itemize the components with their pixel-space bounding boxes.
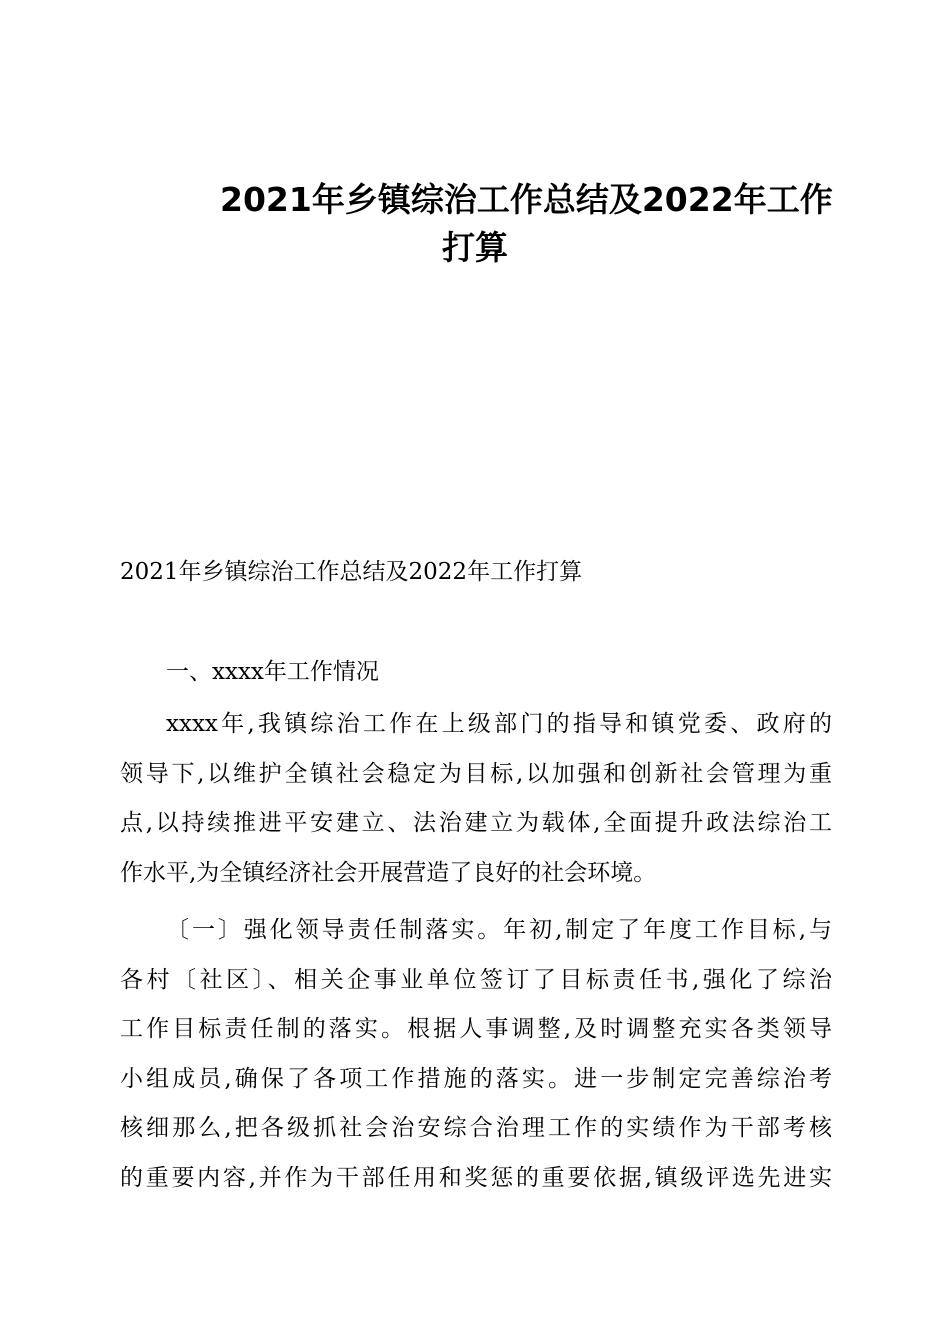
paragraph-line: 工作目标责任制的落实。根据人事调整,及时调整充实各类领导 [120, 1016, 832, 1042]
document-title-line-1: 2021年乡镇综治工作总结及2022年工作 [220, 180, 833, 219]
paragraph-line: 各村〔社区〕、相关企事业单位签订了目标责任书,强化了综治 [120, 966, 832, 993]
paragraph-line: 的重要内容,并作为干部任用和奖惩的重要依据,镇级评选先进实 [120, 1164, 832, 1191]
paragraph-line: 小组成员,确保了各项工作措施的落实。进一步制定完善综治考 [120, 1065, 832, 1092]
paragraph-line: 核细那么,把各级抓社会治安综合治理工作的实绩作为干部考核 [120, 1115, 832, 1141]
document-subtitle: 2021年乡镇综治工作总结及2022年工作打算 [120, 559, 583, 585]
paragraph-line: 〔一〕强化领导责任制落实。年初,制定了年度工作目标,与 [166, 917, 832, 943]
document-title-line-2: 打算 [442, 228, 508, 267]
paragraph-line: xxxx年,我镇综治工作在上级部门的指导和镇党委、政府的 [166, 711, 832, 737]
paragraph-2 [120, 906, 832, 1203]
paragraph-line: 作水平,为全镇经济社会开展营造了良好的社会环境。 [120, 859, 657, 886]
document-body [120, 552, 832, 1203]
section-heading: 一、xxxx年工作情况 [166, 659, 379, 685]
paragraph-line: 领导下,以维护全镇社会稳定为目标,以加强和创新社会管理为重 [120, 760, 832, 787]
paragraph-line: 点,以持续推进平安建立、法治建立为载体,全面提升政法综治工 [120, 810, 832, 836]
document-title [120, 176, 833, 272]
paragraph-1 [120, 700, 832, 898]
